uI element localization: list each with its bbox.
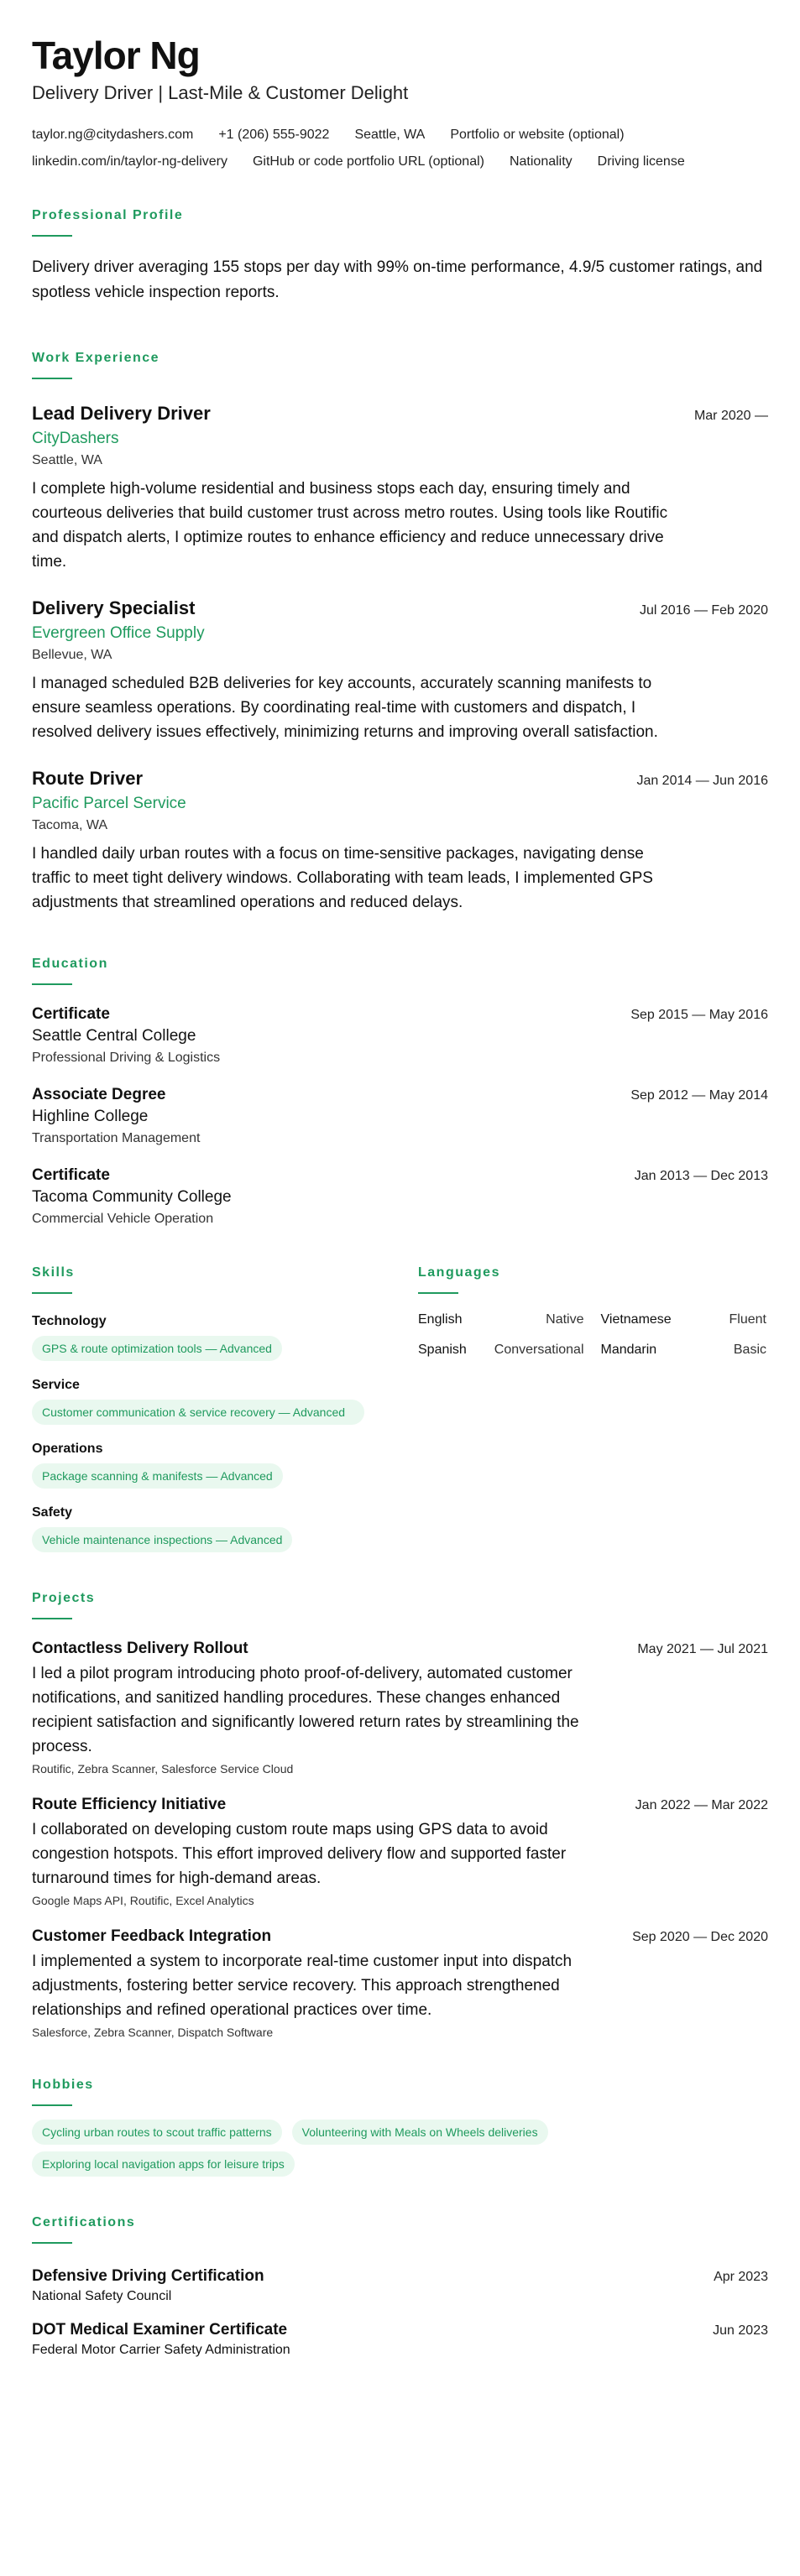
hobby-chip: Volunteering with Meals on Wheels deliveries: [292, 2120, 548, 2145]
contact-driving-license: Driving license: [597, 154, 685, 169]
skill-chip: Package scanning & manifests — Advanced: [32, 1463, 283, 1489]
language-level: Basic: [733, 1343, 766, 1357]
language-name: Vietnamese: [600, 1312, 672, 1327]
job-location: Seattle, WA: [32, 453, 102, 467]
projects-section: [32, 1589, 768, 2039]
resume-header: [32, 32, 768, 171]
contact-location: Seattle, WA: [354, 128, 426, 142]
education-date: Jan 2013 — Dec 2013: [634, 1169, 768, 1183]
job-date: Jul 2016 — Feb 2020: [640, 603, 768, 618]
section-divider: [32, 378, 72, 379]
language-item: [601, 1343, 767, 1358]
contact-nationality: Nationality: [509, 154, 573, 169]
education-school: Tacoma Community College: [32, 1188, 232, 1206]
skill-group: [32, 1314, 384, 1361]
language-item: [601, 1312, 767, 1327]
project-description: I collaborated on developing custom route maps using GPS data to avoid congestion hotspots. This effort improved delivery flow and supported faster turnaround times for high-demand areas.: [32, 1821, 567, 1887]
education-entry: [32, 1086, 768, 1146]
section-divider: [32, 235, 72, 237]
hobby-chip: Exploring local navigation apps for leisure trips: [32, 2151, 295, 2177]
education-entry: [32, 1166, 768, 1227]
project-date: Sep 2020 — Dec 2020: [632, 1930, 768, 1944]
language-level: Native: [546, 1312, 584, 1327]
section-title: Hobbies: [32, 2078, 94, 2092]
project-name: Customer Feedback Integration: [32, 1927, 272, 1945]
section-title: Projects: [32, 1591, 96, 1605]
certifications-section: [32, 2214, 768, 2358]
skill-group: [32, 1378, 384, 1425]
candidate-name: Taylor Ng: [32, 34, 200, 77]
skill-category: Technology: [32, 1314, 107, 1328]
profile-section: [32, 206, 768, 305]
profile-summary: Delivery driver averaging 155 stops per day with 99% on-time performance, 4.9/5 customer ratings, and spotless vehicle inspection reports.: [32, 258, 763, 301]
skills-languages-row: [32, 1264, 768, 1552]
education-entry: [32, 1005, 768, 1066]
education-section: [32, 955, 768, 1227]
project-description: I led a pilot program introducing photo proof-of-delivery, automated customer notifications, and sanitized handling procedures. These changes enhanced recipient satisfaction and significantly lowered return rates by streamlining the process.: [32, 1665, 579, 1755]
language-level: Conversational: [494, 1343, 584, 1357]
project-date: Jan 2022 — Mar 2022: [635, 1798, 768, 1812]
skill-category: Service: [32, 1378, 80, 1392]
skill-chip: Customer communication & service recovery — Advanced: [32, 1400, 364, 1425]
section-title: Certifications: [32, 2215, 136, 2229]
project-date: May 2021 — Jul 2021: [637, 1642, 768, 1656]
job-company: Evergreen Office Supply: [32, 624, 205, 642]
experience-section: [32, 349, 768, 915]
section-title: Work Experience: [32, 351, 160, 365]
contact-github[interactable]: GitHub or code portfolio URL (optional): [252, 154, 484, 169]
job-location: Bellevue, WA: [32, 648, 112, 662]
section-divider: [32, 1292, 72, 1294]
certification-entry: [32, 2267, 768, 2304]
section-divider: [32, 2104, 72, 2106]
project-tech: Salesforce, Zebra Scanner, Dispatch Software: [32, 2026, 274, 2039]
job-location: Tacoma, WA: [32, 818, 108, 832]
certification-issuer: National Safety Council: [32, 2289, 172, 2303]
contact-list: [32, 126, 768, 171]
contact-portfolio[interactable]: Portfolio or website (optional): [450, 128, 625, 142]
language-name: Mandarin: [600, 1343, 657, 1357]
education-school: Highline College: [32, 1108, 149, 1125]
job-company: Pacific Parcel Service: [32, 795, 186, 812]
certification-issuer: Federal Motor Carrier Safety Administration: [32, 2343, 290, 2357]
skill-group: [32, 1442, 384, 1489]
contact-phone[interactable]: +1 (206) 555-9022: [218, 128, 330, 142]
language-list: [418, 1312, 766, 1358]
education-degree: Associate Degree: [32, 1086, 166, 1103]
education-field: Transportation Management: [32, 1131, 201, 1145]
education-degree: Certificate: [32, 1166, 110, 1184]
candidate-tagline: Delivery Driver | Last-Mile & Customer Delight: [32, 82, 409, 103]
job-description: I complete high-volume residential and business stops each day, ensuring timely and courteous deliveries that build customer trust across metro routes. Using tools like Routific and dispatch alerts, I optimize routes to enhance efficiency and reduce unnecessary drive time.: [32, 480, 668, 571]
skill-category: Safety: [32, 1505, 73, 1520]
skill-chip: Vehicle maintenance inspections — Advanced: [32, 1527, 292, 1552]
project-name: Route Efficiency Initiative: [32, 1796, 227, 1813]
language-item: [418, 1343, 584, 1358]
education-date: Sep 2012 — May 2014: [630, 1088, 768, 1103]
certification-name: DOT Medical Examiner Certificate: [32, 2321, 288, 2339]
job-description: I handled daily urban routes with a focus on time-sensitive packages, navigating dense traffic to meet tight delivery windows. Collaborating with team leads, I implemented GPS adjustments that streamlined operations and reduced delays.: [32, 845, 653, 911]
project-description: I implemented a system to incorporate real-time customer input into dispatch adjustments, fostering better service recovery. This approach strengthened relationships and refined operational practices over time.: [32, 1953, 573, 2019]
hobby-chip: Cycling urban routes to scout traffic patterns: [32, 2120, 282, 2145]
job-date: Mar 2020 —: [693, 409, 768, 423]
skill-group: [32, 1505, 384, 1552]
job-title: Route Driver: [32, 768, 144, 789]
job-description: I managed scheduled B2B deliveries for key accounts, accurately scanning manifests to ensure seamless operations. By coordinating real-time with customers and dispatch, I resolved delivery issues effectively, minimizing returns and improving overall satisfaction.: [32, 675, 658, 741]
education-date: Sep 2015 — May 2016: [630, 1008, 768, 1022]
job-date: Jan 2014 — Jun 2016: [636, 774, 768, 788]
hobby-list: [32, 2120, 768, 2177]
section-divider: [32, 983, 72, 985]
certification-date: Jun 2023: [713, 2323, 768, 2338]
certification-name: Defensive Driving Certification: [32, 2267, 264, 2285]
section-divider: [418, 1292, 458, 1294]
language-name: English: [418, 1312, 463, 1327]
languages-section: [418, 1264, 766, 1552]
project-tech: Routific, Zebra Scanner, Salesforce Service Cloud: [32, 1762, 294, 1776]
job-entry: [32, 597, 768, 744]
section-title: Languages: [418, 1265, 500, 1280]
education-school: Seattle Central College: [32, 1027, 196, 1045]
job-entry: [32, 768, 768, 915]
education-field: Professional Driving & Logistics: [32, 1051, 221, 1065]
skill-category: Operations: [32, 1442, 103, 1456]
skill-chip: GPS & route optimization tools — Advanced: [32, 1336, 282, 1361]
contact-email[interactable]: taylor.ng@citydashers.com: [32, 128, 194, 142]
project-entry: [32, 1927, 768, 2039]
contact-linkedin[interactable]: linkedin.com/in/taylor-ng-delivery: [32, 154, 227, 169]
section-title: Professional Profile: [32, 208, 184, 222]
skills-section: [32, 1264, 384, 1552]
project-name: Contactless Delivery Rollout: [32, 1640, 248, 1657]
language-item: [418, 1312, 584, 1327]
hobbies-section: [32, 2076, 768, 2177]
project-entry: [32, 1640, 768, 1776]
certification-entry: [32, 2321, 768, 2358]
project-tech: Google Maps API, Routific, Excel Analytics: [32, 1894, 254, 1907]
section-title: Skills: [32, 1265, 75, 1280]
language-level: Fluent: [729, 1312, 766, 1327]
certification-date: Apr 2023: [714, 2270, 768, 2284]
job-entry: [32, 403, 768, 574]
section-title: Education: [32, 957, 108, 971]
education-degree: Certificate: [32, 1005, 110, 1023]
education-field: Commercial Vehicle Operation: [32, 1212, 214, 1226]
job-title: Delivery Specialist: [32, 597, 196, 618]
project-entry: [32, 1796, 768, 1907]
job-company: CityDashers: [32, 430, 119, 447]
section-divider: [32, 2242, 72, 2244]
section-divider: [32, 1618, 72, 1619]
language-name: Spanish: [418, 1343, 467, 1357]
job-title: Lead Delivery Driver: [32, 403, 211, 424]
